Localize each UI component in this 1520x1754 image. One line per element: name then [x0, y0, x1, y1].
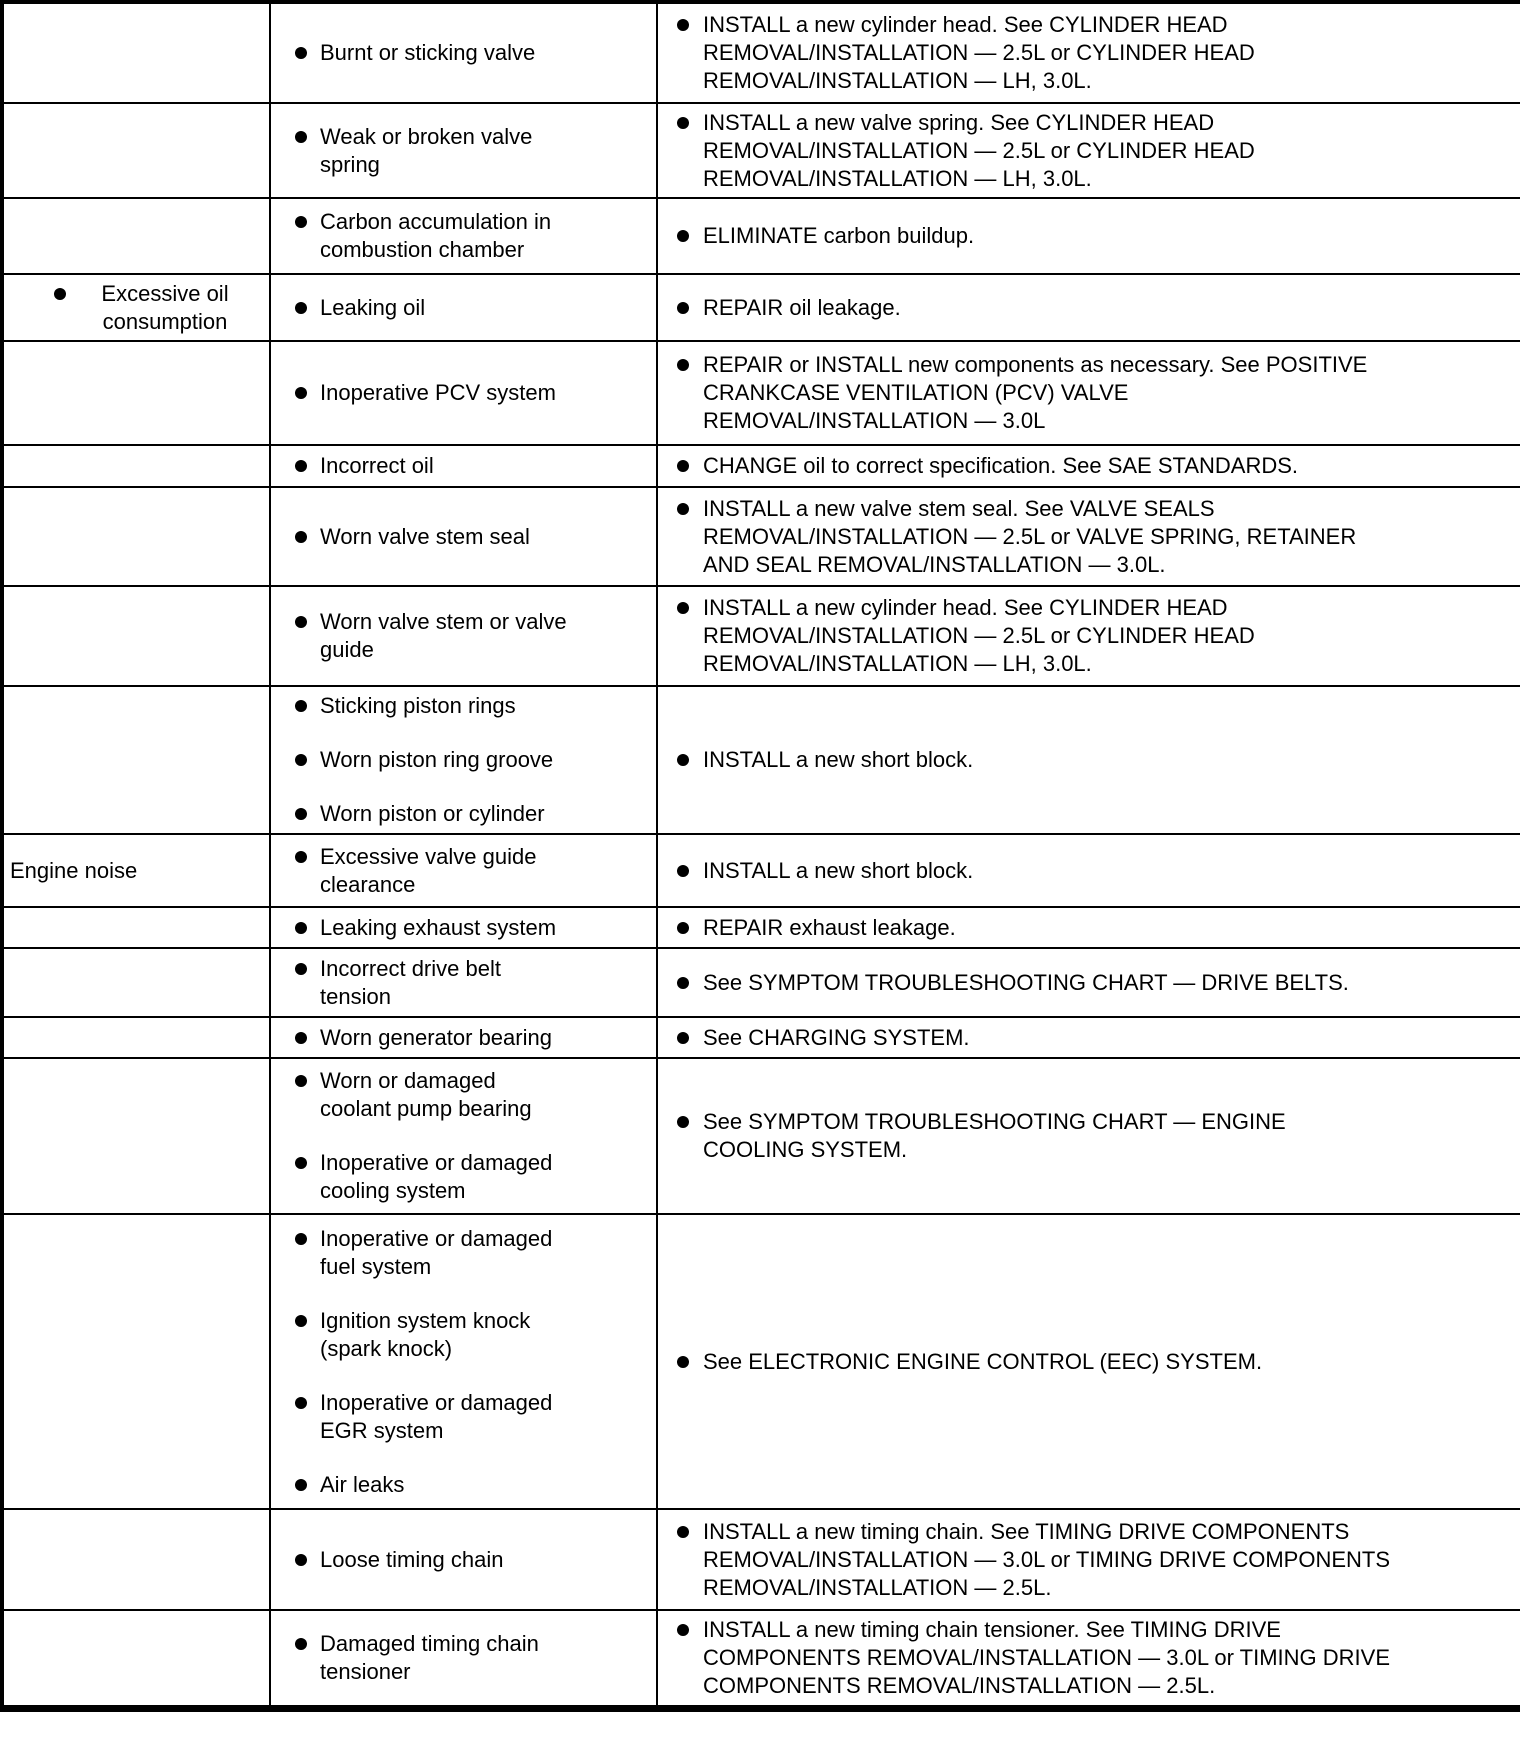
bullet-icon — [677, 754, 689, 766]
cause-item — [271, 1471, 656, 1499]
action-cell — [657, 1509, 1520, 1610]
table-row — [2, 1017, 1520, 1058]
action-text: CHANGE oil to correct specification. See SAE STANDARDS. — [703, 453, 1299, 478]
bullet-icon — [677, 460, 689, 472]
cause-cell — [270, 586, 657, 686]
bullet-icon — [295, 963, 307, 975]
symptom-cell — [2, 103, 270, 198]
bullet-icon — [295, 1233, 307, 1245]
cause-text: Worn piston or cylinder — [320, 801, 545, 826]
cause-item — [271, 746, 656, 774]
symptom-cell — [2, 1509, 270, 1610]
action-text: REPAIR exhaust leakage. — [703, 914, 956, 940]
action-cell — [657, 274, 1520, 341]
symptom-cell — [2, 686, 270, 834]
cause-cell — [270, 686, 657, 834]
cause-item — [271, 208, 656, 264]
table-row — [2, 1058, 1520, 1214]
action-text: INSTALL a new cylinder head. See CYLINDER HEAD REMOVAL/INSTALLATION — 2.5L or CYLINDER HEAD REMOVAL/INSTALLATION — LH, 3.0L. — [703, 595, 1255, 676]
action-text: INSTALL a new timing chain tensioner. See TIMING DRIVE COMPONENTS REMOVAL/INSTALLATION — 3.0L or TIMING DRIVE COMPONENTS REMOVAL/INSTALLATION — 2.5L. — [703, 1616, 1391, 1698]
bullet-icon — [295, 1032, 307, 1044]
symptom-cell — [2, 274, 270, 341]
action-item — [658, 294, 1520, 322]
cause-item — [271, 1225, 656, 1281]
bullet-icon — [54, 288, 66, 300]
cause-text: Loose timing chain — [320, 1546, 504, 1572]
cause-item — [271, 914, 656, 942]
symptom-cell — [2, 1058, 270, 1214]
bullet-icon — [295, 531, 307, 543]
table-row — [2, 1610, 1520, 1708]
cause-item — [271, 523, 656, 551]
cause-text: Worn generator bearing — [320, 1024, 552, 1050]
action-item — [658, 969, 1520, 997]
cause-item — [271, 692, 656, 720]
cause-text: Ignition system knock (spark knock) — [320, 1307, 531, 1361]
cause-text: Leaking oil — [320, 294, 426, 320]
table-row — [2, 686, 1520, 834]
action-text: INSTALL a new valve stem seal. See VALVE SEALS REMOVAL/INSTALLATION — 2.5L or VALVE SPRING, RETAINER AND SEAL REMOVAL/INSTALLATION — 3.0L. — [703, 495, 1357, 577]
action-cell — [657, 1058, 1520, 1214]
table-row — [2, 907, 1520, 948]
cause-item — [271, 379, 656, 407]
table-row — [2, 487, 1520, 586]
bullet-icon — [295, 754, 307, 766]
cause-text: Damaged timing chain tensioner — [320, 1630, 539, 1684]
cause-item — [271, 452, 656, 480]
bullet-icon — [677, 19, 689, 31]
table-row — [2, 198, 1520, 274]
cause-cell — [270, 103, 657, 198]
cause-cell — [270, 341, 657, 445]
bullet-icon — [677, 977, 689, 989]
bullet-icon — [677, 117, 689, 129]
action-text: REPAIR oil leakage. — [703, 294, 901, 320]
action-cell — [657, 834, 1520, 907]
bullet-icon — [295, 616, 307, 628]
cause-cell — [270, 2, 657, 103]
cause-cell — [270, 1509, 657, 1610]
cause-item — [271, 843, 656, 899]
cause-text: Incorrect oil — [320, 453, 434, 478]
table-row — [2, 445, 1520, 487]
cause-cell — [270, 274, 657, 341]
symptom-cell — [2, 2, 270, 103]
bullet-icon — [295, 808, 307, 820]
cause-text: Weak or broken valve spring — [320, 123, 533, 177]
cause-item — [271, 1546, 656, 1574]
action-text: INSTALL a new short block. — [703, 747, 974, 772]
cause-cell — [270, 1214, 657, 1509]
symptom-text: Engine noise — [10, 857, 138, 883]
symptom-cell — [2, 198, 270, 274]
action-item — [658, 1108, 1520, 1164]
table-row — [2, 948, 1520, 1017]
bullet-icon — [295, 1397, 307, 1409]
action-cell — [657, 586, 1520, 686]
bullet-icon — [295, 131, 307, 143]
cause-cell — [270, 948, 657, 1017]
cause-cell — [270, 445, 657, 487]
bullet-icon — [295, 1638, 307, 1650]
bullet-icon — [295, 460, 307, 472]
bullet-icon — [295, 1554, 307, 1566]
cause-text: Air leaks — [320, 1471, 405, 1497]
bullet-icon — [677, 1526, 689, 1538]
symptom-cell — [2, 834, 270, 907]
bullet-icon — [295, 216, 307, 228]
table-row — [2, 1214, 1520, 1509]
action-item — [658, 1616, 1520, 1700]
bullet-icon — [677, 503, 689, 515]
bullet-icon — [295, 1315, 307, 1327]
action-text: See CHARGING SYSTEM. — [703, 1024, 970, 1050]
cause-item — [271, 955, 656, 1011]
bullet-icon — [677, 359, 689, 371]
action-text: ELIMINATE carbon buildup. — [703, 223, 975, 248]
action-text: INSTALL a new timing chain. See TIMING DRIVE COMPONENTS REMOVAL/INSTALLATION — 3.0L or TIMING DRIVE COMPONENTS REMOVAL/INSTALLATION — 2.5L. — [703, 1518, 1391, 1600]
action-item — [658, 1348, 1520, 1376]
cause-text: Leaking exhaust system — [320, 914, 557, 940]
bullet-icon — [677, 865, 689, 877]
action-cell — [657, 103, 1520, 198]
cause-text: Excessive valve guide clearance — [320, 843, 537, 897]
bullet-icon — [677, 1032, 689, 1044]
bullet-icon — [295, 1479, 307, 1491]
table-row — [2, 274, 1520, 341]
bullet-icon — [677, 302, 689, 314]
action-cell — [657, 948, 1520, 1017]
bullet-icon — [295, 1075, 307, 1087]
symptom-cell — [2, 586, 270, 686]
table-row — [2, 834, 1520, 907]
cause-cell — [270, 907, 657, 948]
cause-text: Inoperative PCV system — [320, 380, 556, 405]
action-cell — [657, 487, 1520, 586]
symptom-cell — [2, 948, 270, 1017]
action-item — [658, 109, 1520, 193]
action-text: INSTALL a new short block. — [703, 857, 974, 883]
cause-item — [271, 1149, 656, 1205]
bullet-icon — [295, 47, 307, 59]
action-text: INSTALL a new cylinder head. See CYLINDER HEAD REMOVAL/INSTALLATION — 2.5L or CYLINDER HEAD REMOVAL/INSTALLATION — LH, 3.0L. — [703, 12, 1255, 93]
cause-item — [271, 1630, 656, 1686]
symptom-item — [4, 280, 269, 336]
action-cell — [657, 907, 1520, 948]
cause-item — [271, 1389, 656, 1445]
bullet-icon — [295, 387, 307, 399]
symptom-cell — [2, 1214, 270, 1509]
action-cell — [657, 1017, 1520, 1058]
cause-text: Worn valve stem seal — [320, 523, 530, 549]
cause-cell — [270, 198, 657, 274]
action-cell — [657, 2, 1520, 103]
cause-text: Burnt or sticking valve — [320, 40, 536, 65]
action-item — [658, 11, 1520, 95]
cause-cell — [270, 1017, 657, 1058]
symptom-cell — [2, 1610, 270, 1708]
action-cell — [657, 686, 1520, 834]
cause-text: Inoperative or damaged cooling system — [320, 1150, 553, 1203]
action-text: REPAIR or INSTALL new components as necessary. See POSITIVE CRANKCASE VENTILATION (PCV) VALVE REMOVAL/INSTALLATION — 3.0L — [703, 352, 1368, 433]
cause-text: Worn valve stem or valve guide — [320, 609, 567, 662]
action-cell — [657, 341, 1520, 445]
action-item — [658, 452, 1520, 480]
action-item — [658, 222, 1520, 250]
action-text: See SYMPTOM TROUBLESHOOTING CHART — ENGINE COOLING SYSTEM. — [703, 1109, 1286, 1162]
table-row — [2, 341, 1520, 445]
cause-item — [271, 1307, 656, 1363]
table-row — [2, 586, 1520, 686]
table-row — [2, 1509, 1520, 1610]
action-item — [658, 1518, 1520, 1602]
bullet-icon — [677, 230, 689, 242]
table-row — [2, 2, 1520, 103]
cause-item — [271, 294, 656, 322]
symptom-cell — [2, 341, 270, 445]
action-item — [658, 1024, 1520, 1052]
action-text: See SYMPTOM TROUBLESHOOTING CHART — DRIVE BELTS. — [703, 969, 1349, 995]
cause-item — [271, 1067, 656, 1123]
cause-cell — [270, 1610, 657, 1708]
cause-text: Worn or damaged coolant pump bearing — [320, 1068, 532, 1121]
action-cell — [657, 1214, 1520, 1509]
action-cell — [657, 445, 1520, 487]
bullet-icon — [677, 602, 689, 614]
symptom-text: Excessive oil consumption — [101, 280, 229, 334]
action-item — [658, 351, 1520, 435]
cause-text: Incorrect drive belt tension — [320, 955, 501, 1009]
bullet-icon — [677, 1356, 689, 1368]
cause-text: Worn piston ring groove — [320, 747, 554, 772]
cause-item — [271, 800, 656, 828]
action-item — [658, 914, 1520, 942]
cause-cell — [270, 487, 657, 586]
bullet-icon — [295, 851, 307, 863]
symptom-cell — [2, 487, 270, 586]
bullet-icon — [677, 1116, 689, 1128]
bullet-icon — [295, 922, 307, 934]
cause-cell — [270, 1058, 657, 1214]
bullet-icon — [295, 1157, 307, 1169]
action-item — [658, 857, 1520, 885]
bullet-icon — [677, 1624, 689, 1636]
cause-text: Inoperative or damaged fuel system — [320, 1225, 553, 1279]
bullet-icon — [295, 302, 307, 314]
cause-item — [271, 1024, 656, 1052]
cause-item — [271, 123, 656, 179]
action-item — [658, 495, 1520, 579]
action-item — [658, 746, 1520, 774]
symptom-cell — [2, 445, 270, 487]
bullet-icon — [295, 700, 307, 712]
action-cell — [657, 1610, 1520, 1708]
cause-text: Carbon accumulation in combustion chamber — [320, 209, 552, 262]
action-text: INSTALL a new valve spring. See CYLINDER HEAD REMOVAL/INSTALLATION — 2.5L or CYLINDER HEAD REMOVAL/INSTALLATION — LH, 3.0L. — [703, 109, 1255, 191]
symptom-cell — [2, 1017, 270, 1058]
cause-cell — [270, 834, 657, 907]
cause-item — [271, 608, 656, 664]
cause-text: Sticking piston rings — [320, 693, 516, 718]
cause-text: Inoperative or damaged EGR system — [320, 1389, 553, 1443]
action-item — [658, 594, 1520, 678]
table-row — [2, 103, 1520, 198]
action-text: See ELECTRONIC ENGINE CONTROL (EEC) SYSTEM. — [703, 1348, 1263, 1374]
cause-item — [271, 39, 656, 67]
action-cell — [657, 198, 1520, 274]
bullet-icon — [677, 922, 689, 934]
symptom-cell — [2, 907, 270, 948]
